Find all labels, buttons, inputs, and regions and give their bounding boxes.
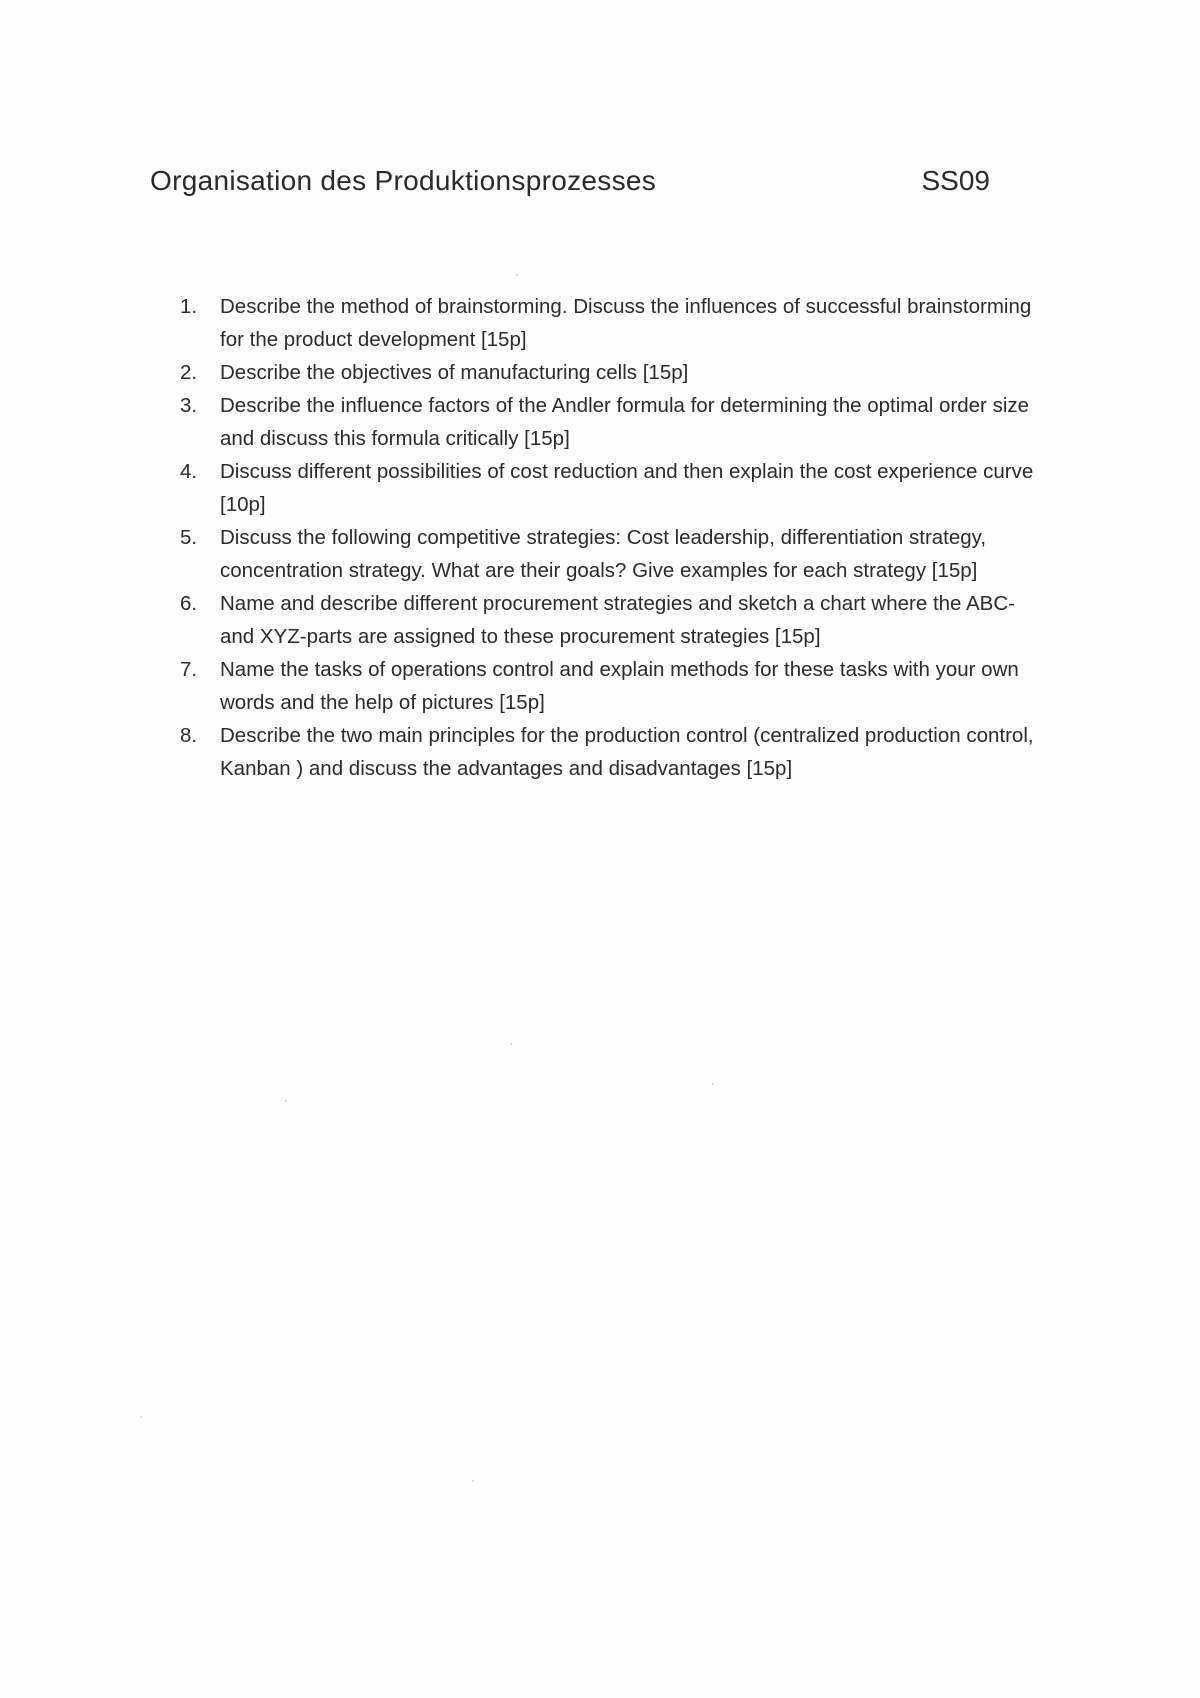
question-text: Describe the two main principles for the production control (centralized production control, Kanban ) and discuss the advantages and disadvantages [15p] (220, 724, 1034, 780)
scan-speck (510, 1043, 512, 1045)
question-number: 7. (180, 658, 198, 681)
question-number: 2. (180, 361, 198, 384)
question-text: Describe the objectives of manufacturing cells [15p] (220, 361, 689, 384)
question-item (180, 389, 1040, 455)
question-number: 8. (180, 724, 198, 747)
question-item (180, 521, 1040, 587)
question-item (180, 290, 1040, 356)
semester-label: SS09 (921, 165, 990, 196)
question-number: 6. (180, 592, 198, 615)
question-number: 4. (180, 460, 198, 483)
course-title: Organisation des Produktionsprozesses (150, 165, 657, 196)
scan-speck (140, 1416, 142, 1418)
question-text: Name and describe different procurement strategies and sketch a chart where the ABC- and XYZ-parts are assigned to these procurement strategies [15p] (220, 592, 1015, 648)
scan-speck (472, 1480, 474, 1482)
question-text: Describe the method of brainstorming. Discuss the influences of successful brainstorming for the product development [15p] (220, 295, 1032, 351)
page-header (150, 165, 990, 205)
question-list (180, 290, 1040, 785)
question-item (180, 587, 1040, 653)
question-text: Describe the influence factors of the Andler formula for determining the optimal order size and discuss this formula critically [15p] (220, 394, 1030, 450)
question-number: 5. (180, 526, 198, 549)
question-text: Discuss the following competitive strategies: Cost leadership, differentiation strategy, concentration strategy. What are their goals? Give examples for each strategy [15p] (220, 526, 987, 582)
question-item (180, 653, 1040, 719)
question-number: 3. (180, 394, 198, 417)
question-text: Name the tasks of operations control and explain methods for these tasks with your own words and the help of pictures [15p] (220, 658, 1019, 714)
scan-speck (285, 1100, 287, 1102)
scan-speck (712, 1083, 714, 1085)
question-text: Discuss different possibilities of cost reduction and then explain the cost experience curve [10p] (220, 460, 1034, 516)
question-item (180, 356, 1040, 389)
question-number: 1. (180, 295, 198, 318)
scan-speck (516, 274, 518, 276)
question-item (180, 719, 1040, 785)
question-item (180, 455, 1040, 521)
